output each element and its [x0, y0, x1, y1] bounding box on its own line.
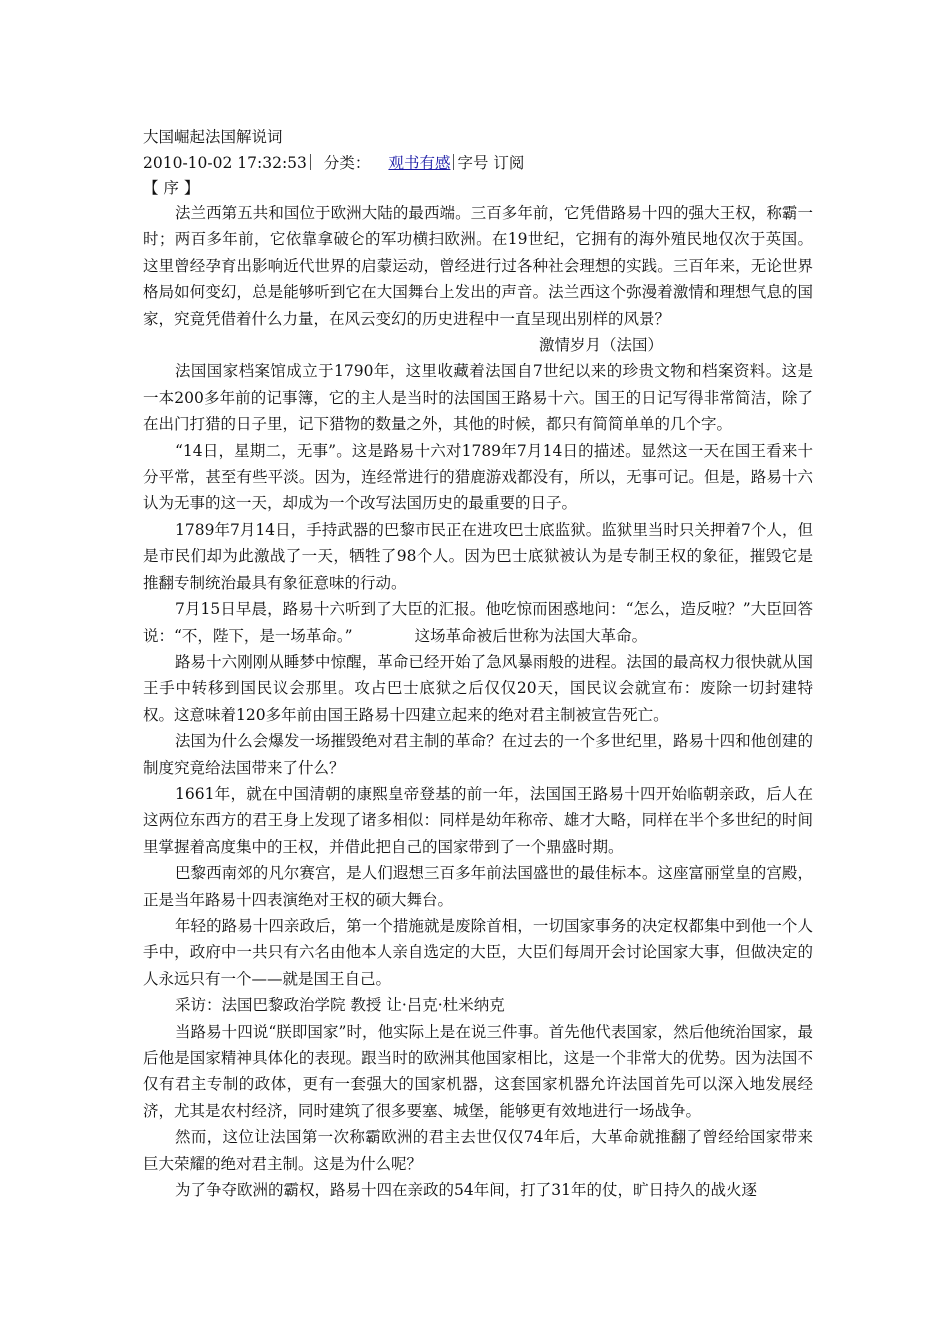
body-paragraph: “14日，星期二，无事”。这是路易十六对1789年7月14日的描述。显然这一天在国王看来十分平常，甚至有些平淡。因为，连经常进行的猎鹿游戏都没有，所以，无事可记。但是，路易十六认为无事的这一天，却成为一个改写法国历史的最重要的日子。 [143, 441, 813, 513]
intro-paragraph: 法兰西第五共和国位于欧洲大陆的最西端。三百多年前，它凭借路易十四的强大王权，称霸一时；两百多年前，它依靠拿破仑的军功横扫欧洲。在19世纪，它拥有的海外殖民地仅次于英国。这里曾经孕育出影响近代世界的启蒙运动，曾经进行过各种社会理想的实践。三百年来，无论世界格局如何变幻，总是能够听到它在大国舞台上发出的声音。法兰西这个弥漫着激情和理想气息的国家，究竟凭借着什么力量，在风云变幻的历史进程中一直呈现出别样的风景？ [143, 204, 813, 328]
category-label: 分类： [323, 154, 371, 172]
subscribe-link[interactable]: 订阅 [493, 154, 525, 172]
section-heading: 【 序 】 [143, 179, 200, 197]
body-paragraph: 法国为什么会爆发一场摧毁绝对君主制的革命？在过去的一个多世纪里，路易十四和他创建的制度究竟给法国带来了什么？ [143, 732, 813, 777]
body-paragraph: 为了争夺欧洲的霸权，路易十四在亲政的54年间，打了31年的仗，旷日持久的战火逐 [175, 1181, 757, 1200]
body-paragraph: 1789年7月14日，手持武器的巴黎市民正在进攻巴士底监狱。监狱里当时只关押着7个人，但是市民们却为此激战了一天，牺牲了98个人。因为巴士底狱被认为是专制王权的象征，摧毁它是推翻专制统治最具有象征意味的行动。 [143, 520, 813, 592]
body-paragraph: 1661年，就在中国清朝的康熙皇帝登基的前一年，法国国王路易十四开始临朝亲政，后人在这两位东西方的君王身上发现了诸多相似：同样是幼年称帝、雄才大略，同样在半个多世纪的时间里掌握着高度集中的王权，并借此把自己的国家带到了一个鼎盛时期。 [143, 784, 813, 856]
font-size-link[interactable]: 字号 [457, 154, 489, 172]
interview-caption: 采访：法国巴黎政治学院 教授 让·吕克·杜米纳克 [175, 996, 505, 1015]
document-page [143, 124, 813, 1203]
chapter-subtitle: 激情岁月（法国） [539, 336, 664, 355]
divider [453, 154, 454, 170]
article-meta [143, 150, 813, 176]
body-paragraph: 当路易十四说“朕即国家”时，他实际上是在说三件事。首先他代表国家，然后他统治国家，最后他是国家精神具体化的表现。跟当时的欧洲其他国家相比，这是一个非常大的优势。因为法国不仅有君主专制的政体，更有一套强大的国家机器，这套国家机器允许法国首先可以深入地发展经济，尤其是农村经济，同时建筑了很多要塞、城堡，能够更有效地进行一场战争。 [143, 1022, 813, 1120]
quote-text: 7月15日早晨，路易十六听到了大臣的汇报。他吃惊而困惑地问：“怎么，造反啦？”大臣回答说：“不，陛下，是一场革命。” [143, 600, 813, 645]
body-paragraph: 年轻的路易十四亲政后，第一个措施就是废除首相，一切国家事务的决定权都集中到他一个人手中，政府中一共只有六名由他本人亲自选定的大臣，大臣们每周开会讨论国家大事，但做决定的人永远只有一个——就是国王自己。 [143, 916, 813, 988]
body-paragraph: 法国国家档案馆成立于1790年，这里收藏着法国自7世纪以来的珍贵文物和档案资料。这是一本200多年前的记事簿，它的主人是当时的法国国王路易十六。国王的日记写得非常简洁，除了在出门打猎的日子里，记下猎物的数量之外，其他的时候，都只有简简单单的几个字。 [143, 362, 813, 434]
revolution-note: 这场革命被后世称为法国大革命。 [414, 626, 648, 645]
body-paragraph: 然而，这位让法国第一次称霸欧洲的君主去世仅仅74年后，大革命就推翻了曾经给国家带来巨大荣耀的绝对君主制。这是为什么呢？ [143, 1128, 813, 1173]
body-paragraph [143, 596, 813, 649]
divider [310, 154, 311, 170]
category-link[interactable]: 观书有感 [388, 154, 451, 172]
body-paragraph: 巴黎西南郊的凡尔赛宫，是人们遐想三百多年前法国盛世的最佳标本。这座富丽堂皇的宫殿，正是当年路易十四表演绝对王权的硕大舞台。 [143, 864, 813, 909]
article-title: 大国崛起法国解说词 [143, 128, 283, 146]
body-paragraph: 路易十六刚刚从睡梦中惊醒，革命已经开始了急风暴雨般的进程。法国的最高权力很快就从国王手中转移到国民议会那里。攻占巴士底狱之后仅仅20天，国民议会就宣布：废除一切封建特权。这意味着120多年前由国王路易十四建立起来的绝对君主制被宣告死亡。 [143, 652, 813, 724]
post-date: 2010-10-02 17:32:53 [143, 154, 307, 172]
